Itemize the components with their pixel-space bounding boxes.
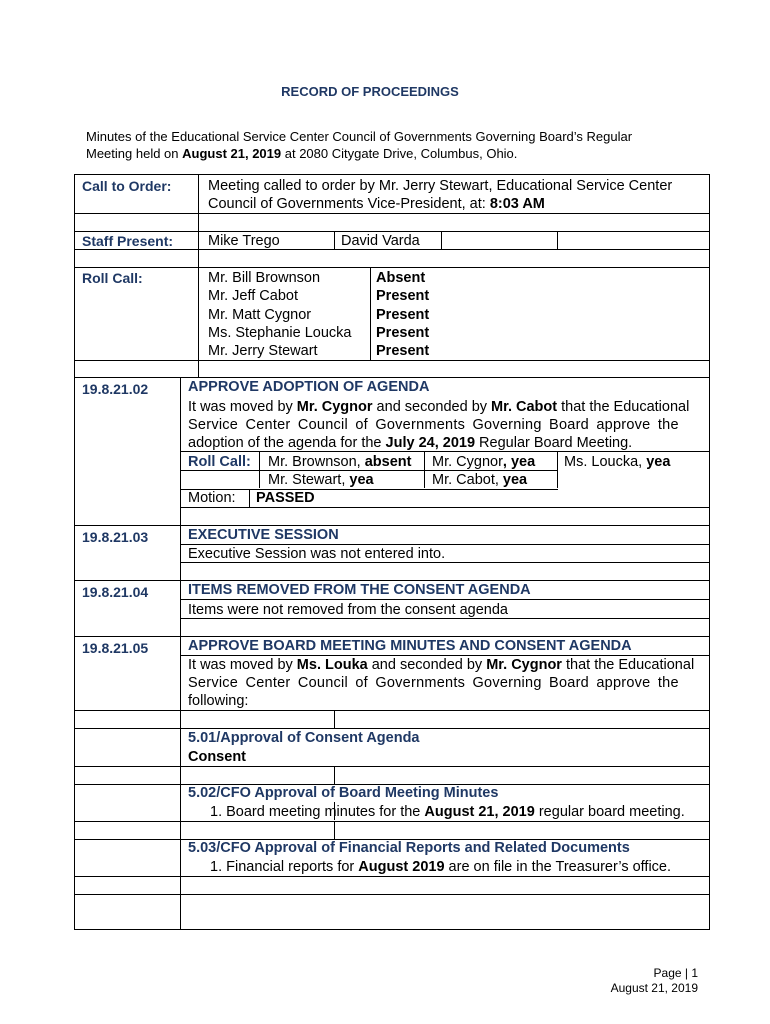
voter-name: Mr. Cygnor (432, 454, 503, 470)
staff-present-label: Staff Present: (82, 233, 174, 249)
vote-value: , yea (502, 454, 536, 470)
footer-date: August 21, 2019 (610, 981, 698, 995)
roll-call-status: Absent (376, 270, 426, 286)
call-to-order-line-2 (208, 195, 545, 213)
roll-call-name: Mr. Matt Cygnor (208, 307, 312, 323)
text: regular board meeting. (534, 804, 685, 820)
vote-entry (432, 453, 535, 471)
roll-call-status: Present (376, 307, 430, 323)
text: Regular Board Meeting. (475, 435, 633, 451)
minutes-date: August 21, 2019 (424, 804, 535, 820)
voter-name: Mr. Brownson, (268, 454, 365, 470)
roll-call-status: Present (376, 325, 430, 341)
intro-location: at 2080 Citygate Drive, Columbus, Ohio. (281, 146, 518, 161)
call-to-order-time: 8:03 AM (489, 196, 545, 212)
text: are on file in the Treasurer’s office. (444, 859, 672, 875)
section-text: Items were not removed from the consent agenda (188, 602, 508, 618)
roll-call-name: Mr. Bill Brownson (208, 270, 321, 286)
voter-name: Ms. Loucka, (564, 454, 647, 470)
staff-name: David Varda (341, 233, 420, 249)
vote-value: yea (646, 454, 671, 470)
call-to-order-text: Council of Governments Vice-President, at: (208, 196, 486, 212)
section-heading: APPROVE ADOPTION OF AGENDA (188, 379, 430, 395)
section-heading: APPROVE BOARD MEETING MINUTES AND CONSENT AGENDA (188, 638, 632, 654)
subsection-heading: 5.02/CFO Approval of Board Meeting Minutes (188, 785, 499, 801)
roll-call-label: Roll Call: (82, 270, 143, 286)
motion-label: Motion: (188, 490, 236, 506)
subsection-list-item (210, 858, 671, 876)
section-heading: EXECUTIVE SESSION (188, 527, 339, 543)
subsection-list-item (210, 803, 685, 821)
roll-call-name: Mr. Jeff Cabot (208, 288, 298, 304)
section-text: Executive Session was not entered into. (188, 546, 446, 562)
meeting-date: August 21, 2019 (182, 146, 282, 161)
section-number: 19.8.21.05 (82, 640, 149, 656)
subsection-heading: 5.03/CFO Approval of Financial Reports and Related Documents (188, 840, 630, 856)
section-paragraph-line: Service Center Council of Governments Governing Board approve the (188, 417, 679, 433)
page-footer (611, 966, 698, 996)
motion-result: PASSED (256, 490, 315, 506)
text: 1. Board meeting minutes for the (210, 804, 425, 820)
vote-entry (564, 453, 670, 471)
vote-entry (432, 471, 527, 489)
intro-text: Meeting held on (86, 146, 183, 161)
roll-call-status: Present (376, 343, 430, 359)
mover-name: Mr. Cygnor (296, 399, 373, 415)
roll-call-name: Ms. Stephanie Loucka (208, 325, 352, 341)
text: and seconded by (367, 657, 487, 673)
text: It was moved by (188, 399, 297, 415)
page-title: RECORD OF PROCEEDINGS (281, 84, 459, 99)
agenda-date: July 24, 2019 (385, 435, 476, 451)
section-number: 19.8.21.02 (82, 381, 149, 397)
call-to-order-line-1: Meeting called to order by Mr. Jerry Stewart, Educational Service Center (208, 178, 673, 194)
text: 1. Financial reports for (210, 859, 359, 875)
section-paragraph-line: Service Center Council of Governments Governing Board approve the (188, 675, 679, 691)
text: that the Educational (557, 399, 690, 415)
roll-call-status: Present (376, 288, 430, 304)
section-paragraph-line (188, 434, 632, 452)
section-paragraph-line (188, 656, 694, 674)
voter-name: Mr. Cabot, (432, 472, 503, 488)
intro-line-1: Minutes of the Educational Service Center Council of Governments Governing Board’s Regular (86, 129, 633, 144)
subsection-text: Consent (188, 749, 246, 765)
vote-entry (268, 471, 374, 489)
roll-call-name: Mr. Jerry Stewart (208, 343, 318, 359)
seconder-name: Mr. Cygnor (486, 657, 562, 673)
voter-name: Mr. Stewart, (268, 472, 350, 488)
vote-entry (268, 453, 411, 471)
section-number: 19.8.21.04 (82, 584, 149, 600)
mover-name: Ms. Louka (296, 657, 368, 673)
report-period: August 2019 (358, 859, 445, 875)
call-to-order-label: Call to Order: (82, 178, 172, 194)
vote-roll-call-label: Roll Call: (188, 454, 251, 470)
intro-paragraph (86, 128, 726, 162)
vote-value: absent (364, 454, 412, 470)
staff-name: Mike Trego (208, 233, 280, 249)
section-heading: ITEMS REMOVED FROM THE CONSENT AGENDA (188, 582, 531, 598)
intro-line-2 (86, 145, 726, 162)
section-paragraph-line: following: (188, 693, 249, 709)
vote-value: yea (349, 472, 374, 488)
subsection-heading: 5.01/Approval of Consent Agenda (188, 730, 420, 746)
vote-value: yea (502, 472, 528, 488)
text: It was moved by (188, 657, 297, 673)
page-number: Page | 1 (653, 966, 698, 980)
text: adoption of the agenda for the (188, 435, 386, 451)
text: and seconded by (372, 399, 492, 415)
seconder-name: Mr. Cabot (491, 399, 558, 415)
section-number: 19.8.21.03 (82, 529, 149, 545)
section-paragraph-line (188, 398, 689, 416)
text: that the Educational (561, 657, 695, 673)
